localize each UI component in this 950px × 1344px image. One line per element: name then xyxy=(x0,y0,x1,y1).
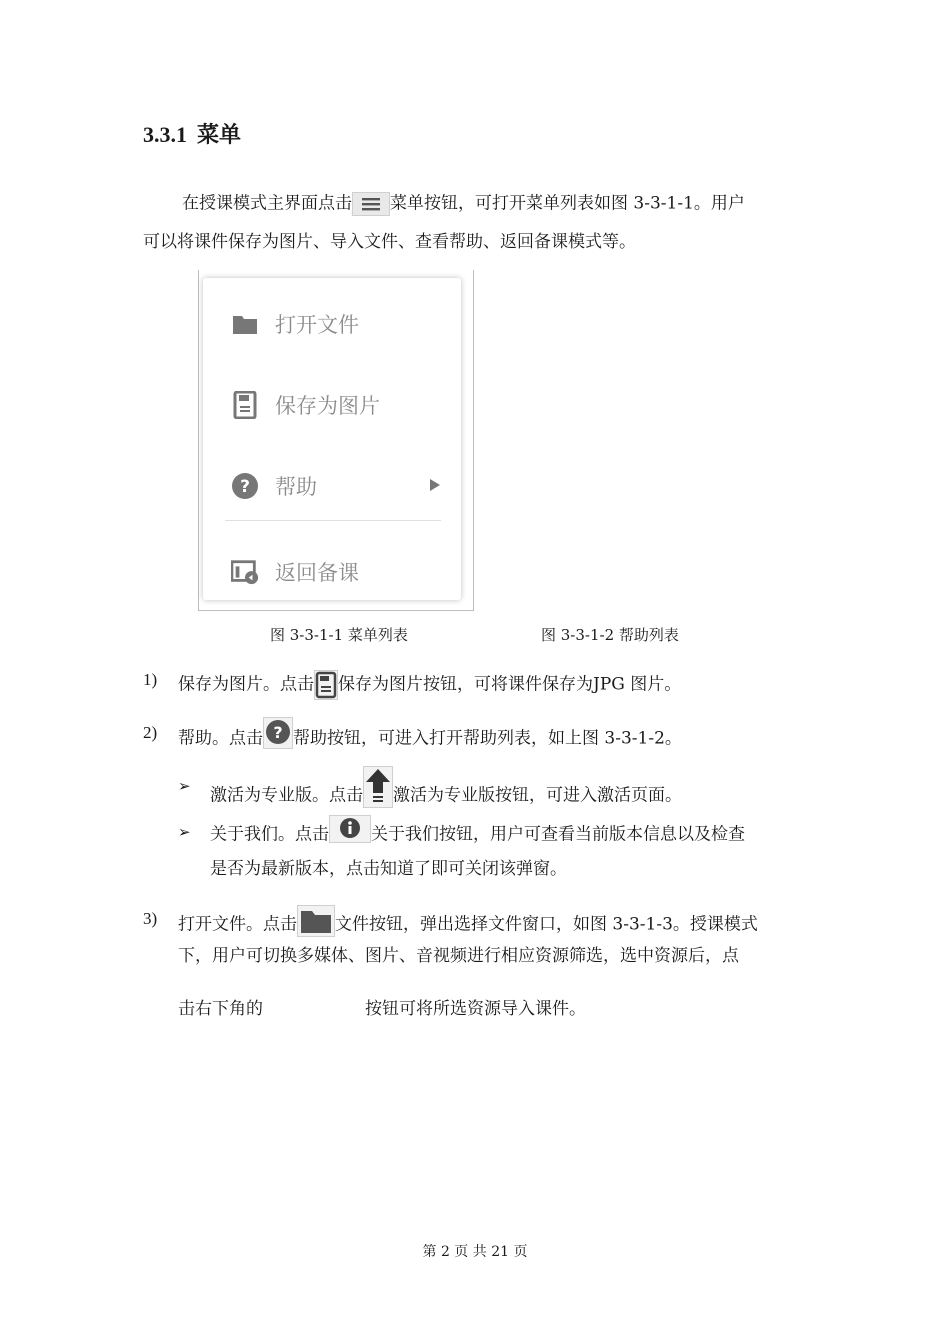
list-number-3: 3) xyxy=(143,909,158,928)
save-icon xyxy=(315,671,337,699)
bullet-about: ➢ xyxy=(178,823,191,841)
page-footer: 第 2 页 共 21 页 xyxy=(422,1244,528,1260)
list-item-open-file: 打开文件。点击 文件按钮，弹出选择文件窗口，如图 3-3-1-3。授课模式 xyxy=(178,909,758,941)
intro-line-1: 在授课模式主界面点击 菜单按钮，可打开菜单列表如图 3-3-1-1。用户 xyxy=(182,192,745,216)
menu-figure xyxy=(198,270,474,611)
help-icon xyxy=(264,718,292,748)
folder-icon xyxy=(231,310,259,338)
svg-text:?: ? xyxy=(273,723,283,742)
list-item-open-file-line-3: 击右下角的 按钮可将所选资源导入课件。 xyxy=(178,999,586,1019)
help-icon xyxy=(231,472,259,500)
list-item-open-file-line-2: 下，用户可切换多媒体、图片、音视频进行相应资源筛选，选中资源后，点 xyxy=(178,946,739,966)
list-item-help: 帮助。点击 ? 帮助按钮，可进入打开帮助列表，如上图 3-3-1-2。 xyxy=(178,723,682,755)
about-us-button[interactable] xyxy=(329,815,371,843)
menu-item-help[interactable]: ? 帮助 xyxy=(231,471,317,501)
list-item-about-us: 关于我们。点击 关于我们按钮，用户可查看当前版本信息以及检查 xyxy=(210,821,745,849)
svg-text:?: ? xyxy=(240,477,250,497)
menu-item-open-file[interactable]: 打开文件 xyxy=(231,309,359,339)
list-item-save-image: 保存为图片。点击 保存为图片按钮，可将课件保存为JPG 图片。 xyxy=(178,670,681,700)
list-number-1: 1) xyxy=(143,670,158,689)
intro-line-2: 可以将课件保存为图片、导入文件、查看帮助、返回备课模式等。 xyxy=(143,232,636,252)
save-icon xyxy=(231,391,259,419)
menu-divider xyxy=(225,520,441,521)
caption-fig-2: 图 3-3-1-2 帮助列表 xyxy=(541,626,679,644)
save-image-button[interactable] xyxy=(314,670,338,700)
folder-icon xyxy=(298,906,334,936)
bullet-activate: ➢ xyxy=(178,777,191,795)
info-icon xyxy=(330,816,370,842)
menu-item-save-image[interactable]: 保存为图片 xyxy=(231,390,380,420)
submenu-arrow-icon xyxy=(429,478,441,492)
menu-button[interactable] xyxy=(352,192,390,216)
activate-pro-button[interactable] xyxy=(363,766,393,808)
upload-arrow-icon xyxy=(364,767,392,807)
section-title: 菜单 xyxy=(197,122,242,148)
list-number-2: 2) xyxy=(143,723,158,742)
open-file-button[interactable] xyxy=(297,905,335,937)
section-heading xyxy=(143,118,241,149)
menu-item-return-lesson[interactable]: 返回备课 xyxy=(231,557,359,587)
list-item-activate-pro: 激活为专业版。点击 激活为专业版按钮，可进入激活页面。 xyxy=(210,775,682,817)
return-lesson-icon xyxy=(231,558,259,586)
help-button[interactable] xyxy=(263,717,293,749)
list-item-about-us-cont: 是否为最新版本，点击知道了即可关闭该弹窗。 xyxy=(210,859,567,879)
menu-list xyxy=(203,278,461,600)
section-number: 3.3.1 xyxy=(143,122,187,147)
hamburger-icon xyxy=(353,193,389,215)
caption-fig-1: 图 3-3-1-1 菜单列表 xyxy=(270,626,408,644)
